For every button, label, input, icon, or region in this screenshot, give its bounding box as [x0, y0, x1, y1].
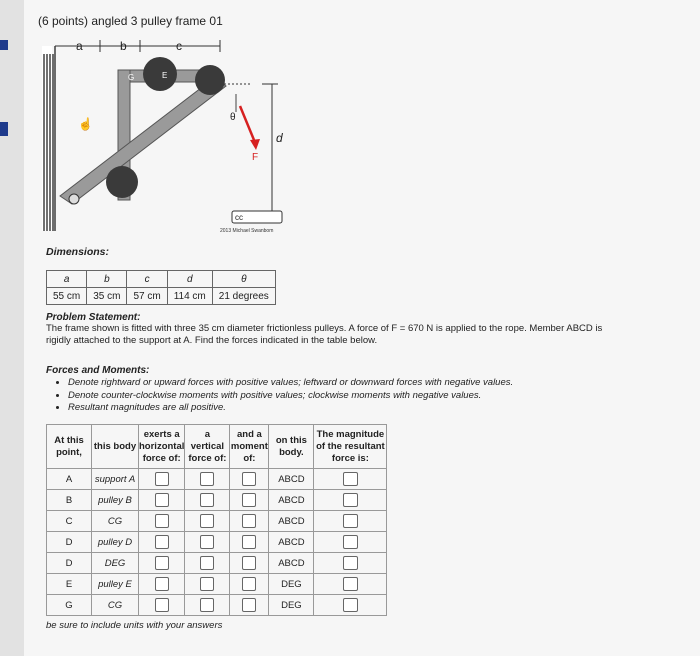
header-moment-text: moment of: — [230, 440, 268, 464]
cell-vertical — [185, 490, 230, 511]
dim-label-a: a — [76, 39, 83, 53]
header-body: this body — [92, 425, 139, 469]
dim-label-d: d — [276, 131, 283, 145]
cell-vertical — [185, 574, 230, 595]
force-label: F — [252, 152, 259, 163]
moment-input[interactable] — [242, 535, 256, 549]
row-body: support A — [92, 469, 139, 490]
cell-horizontal — [139, 574, 185, 595]
dim-value: 35 cm — [87, 288, 127, 305]
magnitude-input[interactable] — [343, 514, 358, 528]
cell-vertical — [185, 553, 230, 574]
vertical-force-input[interactable] — [200, 535, 214, 549]
row-body: pulley B — [92, 490, 139, 511]
magnitude-input[interactable] — [343, 535, 358, 549]
magnitude-input[interactable] — [343, 598, 358, 612]
pin-a — [69, 194, 79, 204]
row-body: CG — [92, 511, 139, 532]
point-label-g: G — [128, 73, 135, 82]
dimensions-label: Dimensions: — [46, 246, 110, 258]
dimensions-value-row — [47, 288, 276, 305]
moment-input[interactable] — [242, 472, 256, 486]
cell-horizontal — [139, 595, 185, 616]
pulley-d — [195, 65, 225, 95]
cursor-hand-icon: ☝ — [78, 117, 93, 131]
vertical-force-input[interactable] — [200, 577, 214, 591]
license-text: cc — [235, 213, 243, 222]
header-horizontal — [139, 425, 185, 469]
dim-value: 114 cm — [167, 288, 212, 305]
problem-heading: Problem Statement: — [46, 312, 141, 323]
row-point: B — [47, 490, 92, 511]
cell-moment — [230, 532, 269, 553]
dimensions-table — [46, 270, 276, 305]
horizontal-force-input[interactable] — [155, 556, 169, 570]
problem-text: The frame shown is fitted with three 35 cm diameter frictionless pulleys. A force of F = 670 N is applied to the rope. Member ABCD is rigidly attached to the support at A. Find the forces indicated in the table below. — [46, 323, 603, 346]
forces-bullet: • Denote counter-clockwise moments with positive values; clockwise moments with negative values. — [68, 390, 513, 403]
row-on-body: ABCD — [269, 511, 314, 532]
row-on-body: DEG — [269, 595, 314, 616]
header-moment — [230, 425, 269, 469]
left-panel-edge — [0, 0, 24, 656]
cell-horizontal — [139, 469, 185, 490]
header-on-body: on this body. — [269, 425, 314, 469]
forces-list — [56, 377, 513, 415]
moment-input[interactable] — [242, 577, 256, 591]
table-row — [47, 595, 387, 616]
cell-magnitude — [314, 595, 387, 616]
moment-input[interactable] — [242, 556, 256, 570]
cell-horizontal — [139, 553, 185, 574]
cell-moment — [230, 469, 269, 490]
row-on-body: ABCD — [269, 490, 314, 511]
figure-credit: 2013 Michael Swanbom — [220, 228, 274, 234]
forces-table — [46, 424, 387, 616]
cell-magnitude — [314, 532, 387, 553]
force-arrowhead — [250, 139, 260, 150]
row-point: E — [47, 574, 92, 595]
vertical-force-input[interactable] — [200, 598, 214, 612]
horizontal-force-input[interactable] — [155, 598, 169, 612]
row-point: D — [47, 553, 92, 574]
moment-input[interactable] — [242, 493, 256, 507]
cell-vertical — [185, 469, 230, 490]
row-point: D — [47, 532, 92, 553]
cell-vertical — [185, 511, 230, 532]
cell-moment — [230, 595, 269, 616]
vertical-force-input[interactable] — [200, 514, 214, 528]
cell-vertical — [185, 595, 230, 616]
dim-header: d — [167, 271, 212, 288]
cell-moment — [230, 553, 269, 574]
forces-bullet: • Denote rightward or upward forces with positive values; leftward or downward forces with negative values. — [68, 377, 513, 390]
horizontal-force-input[interactable] — [155, 577, 169, 591]
header-vertical-text: vertical force of: — [188, 440, 227, 464]
dim-value: 55 cm — [47, 288, 87, 305]
row-on-body: ABCD — [269, 532, 314, 553]
header-horizontal-text: horizontal force of: — [139, 440, 185, 464]
theta-label: θ — [230, 112, 236, 123]
table-row — [47, 490, 387, 511]
header-point: At this point, — [47, 425, 92, 469]
table-row — [47, 469, 387, 490]
units-footnote: be sure to include units with your answers — [46, 620, 223, 631]
pulley-e — [143, 57, 177, 91]
header-and-a: and a — [236, 428, 262, 440]
table-row — [47, 574, 387, 595]
horizontal-force-input[interactable] — [155, 472, 169, 486]
moment-input[interactable] — [242, 598, 256, 612]
cell-vertical — [185, 532, 230, 553]
header-a: a — [204, 428, 211, 440]
cell-magnitude — [314, 469, 387, 490]
dim-header: a — [47, 271, 87, 288]
force-arrow — [240, 106, 254, 140]
point-label-e: E — [162, 71, 168, 80]
row-on-body: DEG — [269, 574, 314, 595]
question-title: (6 points) angled 3 pulley frame 01 — [38, 14, 223, 28]
frame-figure — [40, 36, 290, 236]
cell-horizontal — [139, 490, 185, 511]
header-vertical — [185, 425, 230, 469]
row-point: A — [47, 469, 92, 490]
cell-magnitude — [314, 574, 387, 595]
table-row — [47, 553, 387, 574]
dim-header: c — [127, 271, 167, 288]
row-body: pulley E — [92, 574, 139, 595]
cell-moment — [230, 511, 269, 532]
cell-moment — [230, 490, 269, 511]
horizontal-force-input[interactable] — [155, 514, 169, 528]
vertical-force-input[interactable] — [200, 556, 214, 570]
moment-input[interactable] — [242, 514, 256, 528]
magnitude-input[interactable] — [343, 472, 358, 486]
header-magnitude: The magnitude of the resultant force is: — [314, 425, 387, 469]
edge-marker — [0, 122, 8, 136]
row-body: CG — [92, 595, 139, 616]
horizontal-force-input[interactable] — [155, 535, 169, 549]
header-exerts: exerts a — [143, 428, 180, 440]
row-on-body: ABCD — [269, 553, 314, 574]
row-body: DEG — [92, 553, 139, 574]
member-diagonal — [60, 78, 226, 204]
table-header-row — [47, 425, 387, 469]
cell-magnitude — [314, 553, 387, 574]
cell-horizontal — [139, 511, 185, 532]
row-point: G — [47, 595, 92, 616]
vertical-force-input[interactable] — [200, 493, 214, 507]
dim-label-b: b — [120, 39, 127, 53]
cell-horizontal — [139, 532, 185, 553]
cell-moment — [230, 574, 269, 595]
horizontal-force-input[interactable] — [155, 493, 169, 507]
table-row — [47, 532, 387, 553]
magnitude-input[interactable] — [343, 493, 358, 507]
row-body: pulley D — [92, 532, 139, 553]
dim-header: θ — [212, 271, 275, 288]
magnitude-input[interactable] — [343, 577, 358, 591]
forces-bullet: • Resultant magnitudes are all positive. — [68, 402, 513, 415]
dim-header: b — [87, 271, 127, 288]
dim-label-c: c — [176, 39, 182, 53]
dimensions-header-row — [47, 271, 276, 288]
row-point: C — [47, 511, 92, 532]
dim-value: 21 degrees — [212, 288, 275, 305]
edge-marker — [0, 40, 8, 50]
magnitude-input[interactable] — [343, 556, 358, 570]
cell-magnitude — [314, 511, 387, 532]
cell-magnitude — [314, 490, 387, 511]
row-on-body: ABCD — [269, 469, 314, 490]
pulley-b — [106, 166, 138, 198]
dim-value: 57 cm — [127, 288, 167, 305]
table-row — [47, 511, 387, 532]
vertical-force-input[interactable] — [200, 472, 214, 486]
forces-heading: Forces and Moments: — [46, 365, 150, 376]
